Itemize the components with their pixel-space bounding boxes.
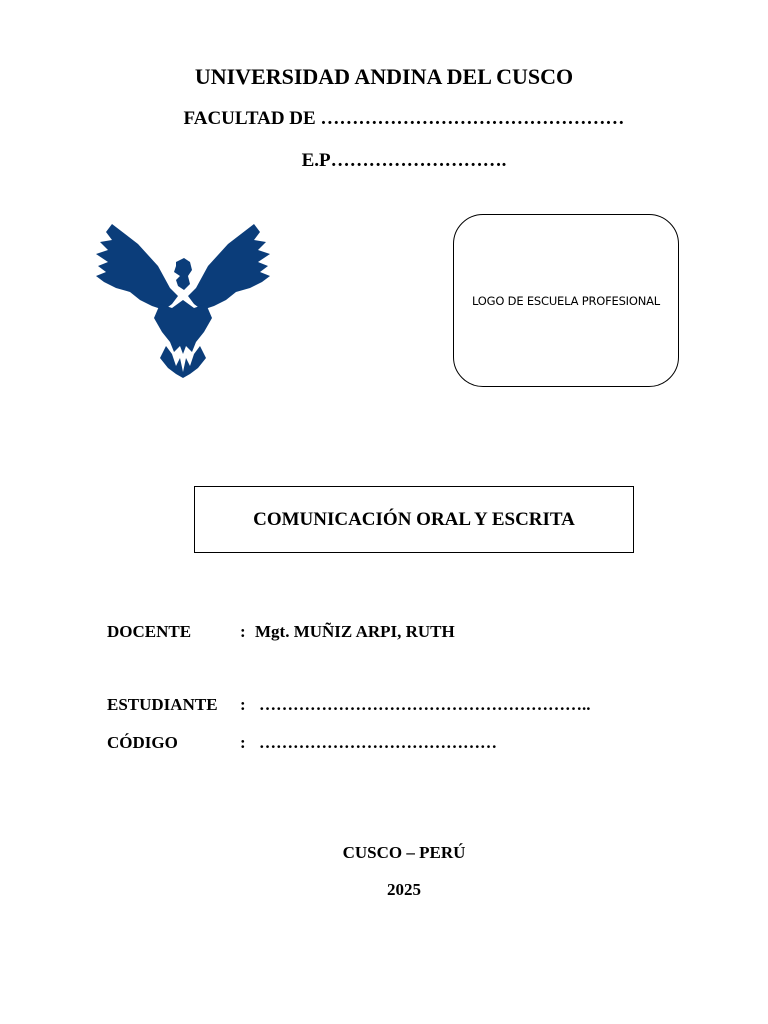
eagle-crest-icon: [80, 196, 286, 384]
docente-colon: :: [240, 622, 246, 641]
codigo-label: CÓDIGO: [107, 733, 178, 752]
university-name: UNIVERSIDAD ANDINA DEL CUSCO: [194, 64, 574, 89]
faculty-line: FACULTAD DE …………………………………………: [183, 108, 625, 129]
school-line: E.P……………………….: [301, 150, 507, 171]
place-line: CUSCO – PERÚ: [342, 843, 466, 862]
codigo-value: ……………………………………: [259, 733, 497, 752]
course-title-box: [194, 486, 634, 553]
docente-value: Mgt. MUÑIZ ARPI, RUTH: [255, 622, 455, 641]
school-logo-placeholder: [453, 214, 679, 387]
estudiante-label: ESTUDIANTE: [107, 695, 218, 714]
school-logo-label: LOGO DE ESCUELA PROFESIONAL: [472, 293, 660, 308]
year-line: 2025: [387, 880, 421, 899]
course-title: COMUNICACIÓN ORAL Y ESCRITA: [253, 508, 575, 530]
university-crest: [80, 196, 286, 384]
estudiante-colon: :: [240, 695, 246, 714]
codigo-colon: :: [240, 733, 246, 752]
estudiante-value: …………………………………………………..: [259, 695, 591, 714]
docente-label: DOCENTE: [107, 622, 192, 641]
